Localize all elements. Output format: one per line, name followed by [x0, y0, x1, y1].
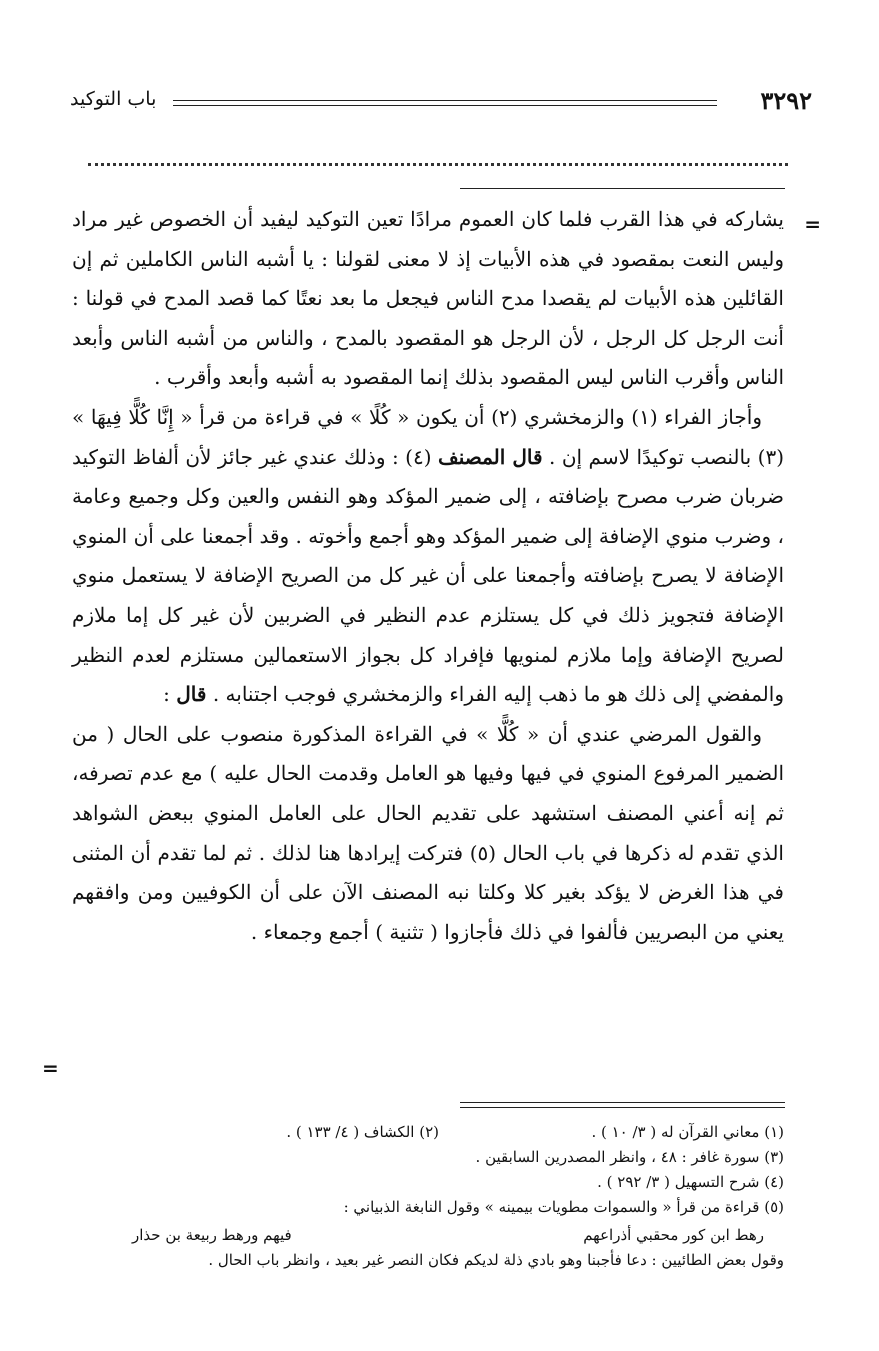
paragraph-3-text: والقول المرضي عندي أن « كُلًّا » في القراءة المذكورة منصوب على الحال ( من الضمير المرفوع المنوي في فيها وفيها هو العامل وقدمت الحال عليه ) مع عدم تصرفه، ثم إنه أعني المصنف استشهد على تقديم الحال على العامل المنوي ببعض الشواهد الذي تقدم له ذكرها في باب الحال (٥) فتركت إيرادها هنا لذلك . ثم لما تقدم أن المثنى في هذا الغرض لا يؤكد بغير كلا وكلتا نبه المصنف الآن على أن الكوفيين ومن وافقهم يعني من البصريين فألفوا في ذلك فأجازوا ( تثنية ) أجمع وجمعاء .	[72, 721, 784, 944]
continuation-mark-bottom: =	[42, 1056, 59, 1080]
footnote-5-tail: وقول بعض الطائيين : دعا فأجبنا وهو بادي ذلة لديكم فكان النصر غير بعيد ، وانظر باب الحال .	[208, 1251, 784, 1269]
paragraph-2-text-start: وأجاز الفراء (١) والزمخشري (٢) أن يكون « كُلًا » في قراءة من قرأ « إِنَّا كُلًّا فِيهَا » (٣) بالنصب توكيدًا لاسم إن .	[72, 404, 785, 469]
continuation-rule	[460, 188, 785, 189]
paragraph-2-text-end: (٤) : وذلك عندي غير جائز لأن ألفاظ التوكيد ضربان ضرب مصرح بإضافته ، إلى ضمير المؤكد وهو النفس والعين وكل وجميع وعامة ، وضرب منوي الإضافة إلى ضمير المؤكد وهو أجمع وأخوته . وقد أجمعنا على أن المنوي الإضافة لا يصرح بإضافته وأجمعنا على أن غير كل من الصريح الإضافة لا يستعمل منوي الإضافة فتجويز ذلك في كل يستلزم عدم النظير في الضربين لأن غير كل إما ملازم لصريح الإضافة وإما ملازم لمنويها فإفراد كل بجواز الاستعمالين مستلزم لعدم النظير والمفضي إلى ذلك هو ما ذهب إليه الفراء والزمخشري فوجب اجتنابه .	[72, 444, 784, 707]
author-says-label: قال المصنف	[437, 444, 543, 469]
footnote-1: (١) معاني القرآن له ( ٣/ ١٠ ) .	[591, 1123, 784, 1141]
paragraph-1	[72, 200, 784, 398]
footnote-5: (٥) قراءة من قرأ « والسموات مطويات بيمينه » وقول النابغة الذبياني :	[343, 1198, 784, 1216]
said-colon: :	[163, 682, 170, 707]
page-header	[70, 86, 812, 116]
paragraph-1-text: يشاركه في هذا القرب فلما كان العموم مرادًا تعين التوكيد ليفيد أن الخصوص غير مراد وليس النعت بمقصود في هذه الأبيات إذ لا معنى لقولنا : يا أشبه الناس الكاملين ثم إن القائلين هذه الأبيات لم يقصدا مدح الناس فيجعل ما بعد نعتًا كما قصد المدح في قولنا : أنت الرجل كل الرجل ، لأن الرجل هو المقصود بالمدح ، والناس من أشبه الناس وأبعد الناس وأقرب الناس ليس المقصود بذلك إنما المقصود به أشبه وأبعد وأقرب .	[72, 207, 784, 390]
footnote-row-1	[72, 1120, 784, 1145]
footnote-3: (٣) سورة غافر : ٤٨ ، وانظر المصدرين السابقين .	[475, 1148, 784, 1166]
said-label: قال	[176, 682, 207, 707]
footnote-rule	[460, 1102, 785, 1108]
page-number: ٣٢٩٢	[760, 86, 812, 115]
body-text	[72, 200, 784, 952]
header-rule	[173, 100, 717, 106]
paragraph-3	[72, 715, 784, 953]
footnotes	[72, 1120, 784, 1273]
continuation-mark-top: =	[804, 212, 821, 236]
dotted-separator	[88, 163, 788, 166]
poetry-verse	[72, 1220, 784, 1248]
chapter-title: باب التوكيد	[70, 88, 157, 110]
verse-first-half: رهط ابن كور محقبي أذراعهم	[583, 1226, 764, 1244]
footnote-4: (٤) شرح التسهيل ( ٣/ ٢٩٢ ) .	[597, 1173, 784, 1191]
footnote-2: (٢) الكشاف ( ٤/ ١٣٣ ) .	[286, 1123, 439, 1141]
verse-second-half: فيهم ورهط ربيعة بن حذار	[132, 1226, 292, 1244]
paragraph-2	[72, 398, 784, 715]
